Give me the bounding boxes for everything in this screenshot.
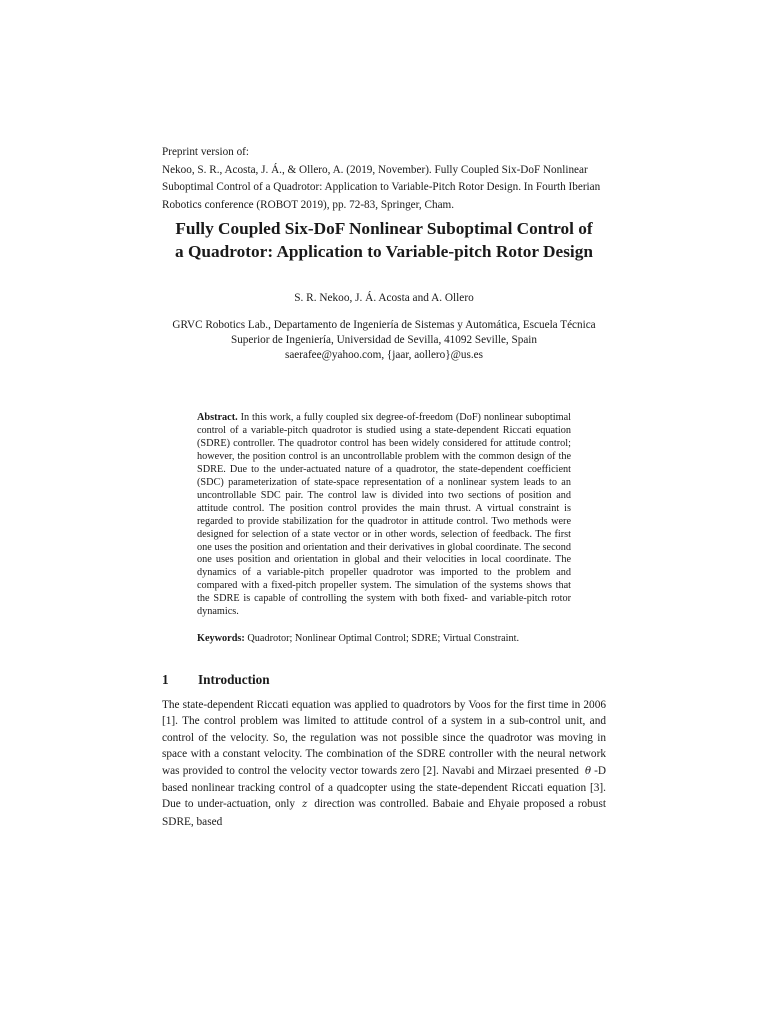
z-symbol: z xyxy=(302,799,308,811)
intro-part-2: -D based nonlinear tracking control of a quadcopter using the state-dependent Riccati equation [3]. Due to under-actuation, only xyxy=(162,764,606,811)
abstract xyxy=(197,412,571,619)
citation-main: Nekoo, S. R., Acosta, J. Á., & Ollero, A. (2019, November). Fully Coupled Six-DoF Nonlinear Suboptimal Control of a Quadrotor: Application to Variable-Pitch Rotor Design. In xyxy=(162,163,588,193)
citation-venue: Fourth Iberian Robotics conference (ROBOT 2019), pp. 72-83, Springer, Cham. xyxy=(162,181,601,211)
affiliation-line-1: GRVC Robotics Lab., Departamento de Ingeniería de Sistemas y Automática, Escuela Técnica xyxy=(172,319,596,331)
abstract-label: Abstract. xyxy=(197,412,238,423)
keywords-label: Keywords: xyxy=(197,633,245,644)
author-affiliation xyxy=(120,318,648,362)
title-line-2: a Quadrotor: Application to Variable-pitch Rotor Design xyxy=(175,242,593,261)
theta-symbol: θ xyxy=(585,765,592,777)
abstract-text: In this work, a fully coupled six degree-of-freedom (DoF) nonlinear suboptimal control of a variable-pitch quadrotor is studied using a state-dependent Riccati equation (SDRE) controller. The quadrotor control has been widely considered for attitude control; however, the position control is an uncontrollable problem with the common design of the SDRE. Due to the under-actuated nature of a quadrotor, the state-dependent coefficient (SDC) parameterization of state-space representation of a nonlinear system leads to an uncontrollable SDC pair. The control law is divided into two sections of position and attitude control. The position control provides the main thrust. A virtual constraint is regarded to provide stabilization for the quadrotor in attitude control. Two methods were designed for selection of a state vector or in other words, selection of feedback. The first one uses the position and orientation and their derivatives in global coordinate. The second one uses position and orientation in global and their velocities in local coordinate. The dynamics of a variable-pitch propeller quadrotor was imported to the problem and compared with a fixed-pitch propeller system. The simulation of the systems shows that the SDRE is capable of controlling the system with both fixed- and variable-pitch rotor dynamics. xyxy=(197,412,571,618)
keywords xyxy=(197,632,577,645)
preprint-citation xyxy=(162,162,612,215)
author-emails: saerafee@yahoo.com, {jaar, aollero}@us.es xyxy=(284,348,483,361)
intro-part-1: The state-dependent Riccati equation was applied to quadrotors by Voos for the first time in 2006 [1]. The control problem was limited to attitude control of a system in a sub-control unit, and control of the velocity. So, the regulation was not possible since the quadrotor was moving in space with a constant velocity. The combination of the SDRE controller with the neural network was provided to control the velocity vector towards zero [2]. Navabi and Mirzaei presented xyxy=(162,699,606,777)
title-line-1: Fully Coupled Six-DoF Nonlinear Suboptimal Control of xyxy=(175,219,593,238)
section-number: 1 xyxy=(162,672,169,687)
preprint-label: Preprint version of: xyxy=(162,146,249,158)
affiliation-line-2: Superior de Ingeniería, Universidad de Sevilla, 41092 Seville, Spain xyxy=(230,333,538,346)
introduction-paragraph xyxy=(162,697,606,830)
section-heading xyxy=(162,671,606,689)
preprint-notice xyxy=(162,144,612,214)
section-title: Introduction xyxy=(198,672,270,687)
paper-title xyxy=(120,217,648,263)
paper-authors: S. R. Nekoo, J. Á. Acosta and A. Ollero xyxy=(294,292,474,304)
keywords-text: Quadrotor; Nonlinear Optimal Control; SDRE; Virtual Constraint. xyxy=(244,633,520,644)
intro-part-3: direction was controlled. Babaie and Ehyaie proposed a robust SDRE, based xyxy=(162,798,606,828)
